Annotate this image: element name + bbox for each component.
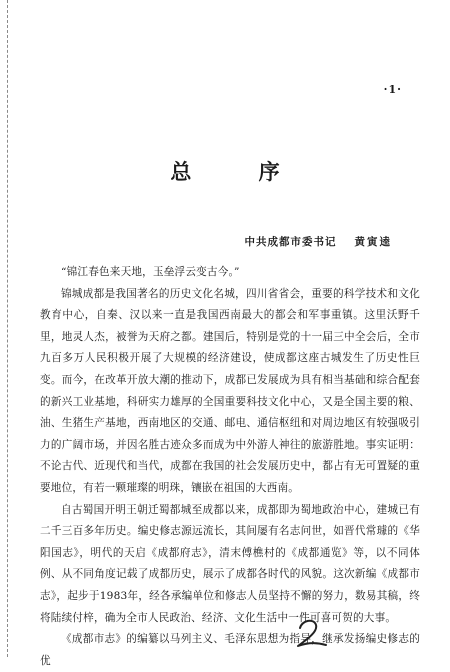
byline — [245, 234, 393, 249]
paragraph: 自古蜀国开明王朝迁蜀都城至成都以来，成都即为蜀地政治中心，建城已有二千三百多年历史。编史修志源远流长，其间屡有名志问世，如晋代常璩的《华阳国志》，明代的天启《成都府志》，清末傅樵村的《成都通览》等，以不同体例、从不同角度记载了成都历史，展示了成都各时代的风貌。这次新编《成都市志》，起步于1983年，经各承编单位和修志人员坚持不懈的努力，数易其稿，终将陆续付梓，确为全市人民政治、经济、文化生活中一件可喜可贺的大事。 — [40, 503, 420, 624]
page-title: 总 序 — [170, 160, 310, 184]
body-text — [40, 262, 420, 672]
paragraph: 《成都市志》的编纂以马列主义、毛泽东思想为指导，继承发扬编史修志的优 — [40, 633, 420, 667]
binding-edge — [0, 0, 8, 657]
paragraph: “锦江春色来天地，玉垒浮云变古今。” — [61, 266, 240, 278]
handwritten-mark — [292, 616, 332, 650]
byline-role: 中共成都市委书记 — [244, 236, 337, 248]
page-number: ·1· — [383, 83, 402, 96]
byline-author: 黄寅逵 — [354, 236, 392, 248]
paragraph: 锦城成都是我国著名的历史文化名城，四川省省会，重要的科学技术和文化教育中心，自秦、汉以来一直是我国西南最大的都会和军事重镇。这里沃野千里，地灵人杰，被誉为天府之都。建国后，特别是党的十一届三中全会后，全市九百多万人民积极开展了大规模的经济建设，使成都这座古城发生了历史性巨变。而今，在改革开放大潮的推动下，成都已发展成为具有相当基础和综合配套的新兴工业基地，科研实力雄厚的全国重要科技文化中心，又是全国主要的粮、油、生猪生产基地，西南地区的交通、邮电、通信枢纽和对周边地区有较强吸引力的广阔市场，并因名胜古迹众多而成为中外游人神往的旅游胜地。事实证明：不论古代、近现代和当代，成都在我国的社会发展历史中，都占有无可置疑的重要地位，有若一颗璀璨的明珠，镶嵌在祖国的大西南。 — [40, 287, 420, 494]
